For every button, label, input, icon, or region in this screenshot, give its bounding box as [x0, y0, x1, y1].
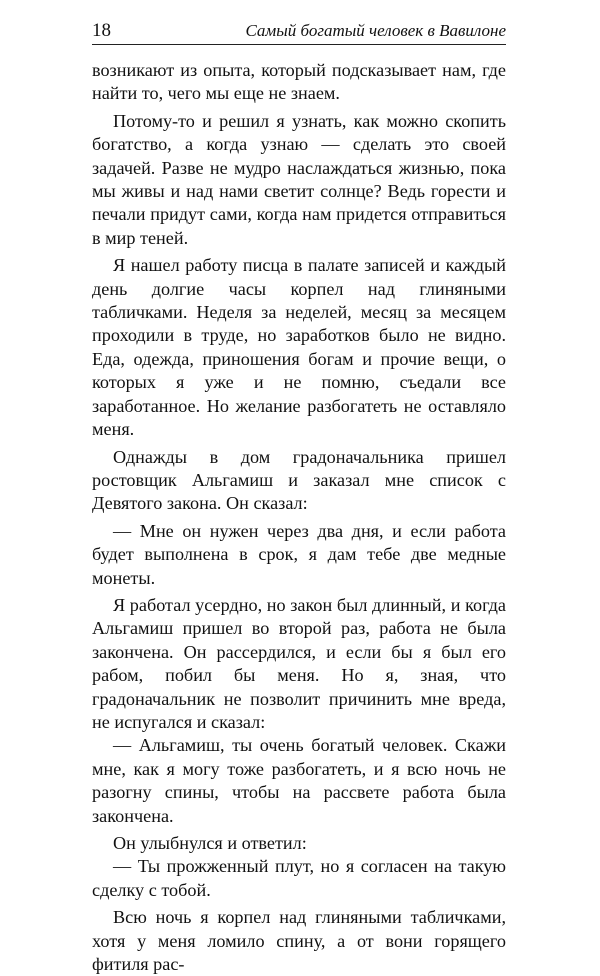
paragraph: — Ты прожженный плут, но я согласен на такую сделку с тобой. [92, 856, 506, 900]
page-number: 18 [92, 20, 111, 41]
paragraph: — Мне он нужен через два дня, и если работа будет выполнена в срок, я дам тебе две медные монеты. [92, 520, 506, 588]
paragraph: Потому-то и решил я узнать, как можно скопить богатство, а когда узнаю — сделать это своей задачей. Разве не мудро наслаждаться жизнью, пока мы живы и над нами светит солнце? Ведь горести и печали придут сами, когда нам придется отправиться в мир теней. [92, 110, 506, 248]
paragraph: — Альгамиш, ты очень богатый человек. Скажи мне, как я могу тоже разбогатеть, и я всю ночь не разогну спины, чтобы на рассвете работа была закончена. [92, 735, 506, 826]
paragraph: Однажды в дом градоначальника пришел ростовщик Альгамиш и заказал мне список с Девятого закона. Он сказал: [92, 446, 506, 514]
paragraph: Он улыбнулся и ответил: [113, 833, 307, 853]
paragraph: Всю ночь я корпел над глиняными табличками, хотя у меня ломило спину, а от вони горящего фитиля рас- [92, 907, 506, 975]
paragraph: Я работал усердно, но закон был длинный, и когда Альгамиш пришел во второй раз, работа не была закончена. Он рассердился, и если бы я был его рабом, побил бы меня. Но я, зная, что градоначальник не позволит причинить мне вреда, не испугался и сказал: [92, 594, 506, 732]
page-body [92, 59, 506, 976]
running-header [92, 14, 506, 45]
paragraph: возникают из опыта, который подсказывает нам, где найти то, чего мы еще не знаем. [92, 60, 506, 104]
paragraph: Я нашел работу писца в палате записей и каждый день долгие часы корпел над глиняными табличками. Неделя за неделей, месяц за месяцем проходили в труде, но заработков было не видно. Еда, одежда, приношения богам и прочие вещи, о которых я уже и не помню, съедали все заработанное. Но желание разбогатеть не оставляло меня. [92, 255, 506, 440]
running-title: Самый богатый человек в Вавилоне [245, 21, 506, 40]
